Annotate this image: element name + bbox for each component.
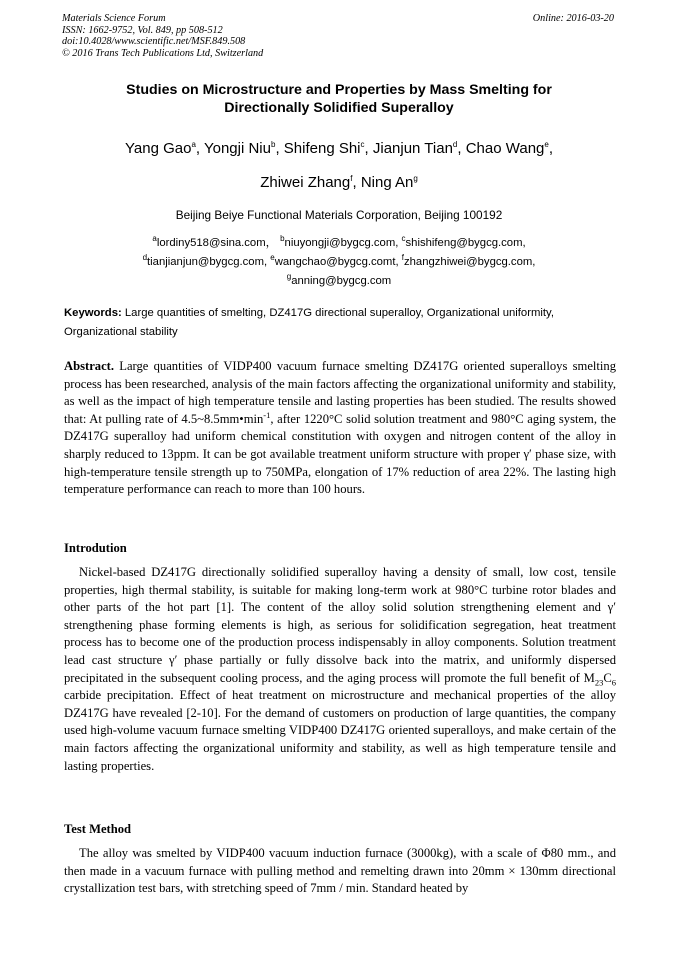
author: Zhiwei Zhang$^f$, — [260, 174, 361, 191]
author: Yongji Niu$^b$, — [203, 140, 284, 157]
section-heading-introduction: Introdution — [64, 541, 127, 555]
email[interactable]: $^a$lordiny518@sina.com — [152, 234, 266, 249]
author: Ning An$^g$ — [360, 174, 418, 191]
email[interactable]: $^f$zhangzhiwei@bygcg.com — [401, 253, 533, 268]
author-emails — [30, 234, 648, 291]
title-line-1: Studies on Microstructure and Properties by Mass Smelting for — [126, 82, 552, 98]
author: Chao Wang$^e$, — [465, 140, 553, 157]
abstract: Abstract. Large quantities of VIDP400 vacuum furnace smelting DZ417G oriented superalloys smelting process has been researched, analysis of the main factors affecting the organizational uniformity and stability, as well as the impact of high temperature tensile and lasting properties has been studied. The results showed that: At pulling rate of $4.5\sim 8.5mm•\min^{-1}$, after 1220°C solid solution treatment and 980°C aging system, the DZ417G superalloy had uniform chemical constitution with oxygen and nitrogen content of the alloy in sharply reduced to 13ppm. It can be got available treatment uniform structure with proper γ′ phase size, with high-temperature tensile strength up to 750MPa, elongation of 17% reduction of area 22%. The lasting high temperature performance can reach to more than 100 hours. — [64, 359, 616, 497]
title-line-2: Directionally Solidified Superalloy — [224, 100, 454, 116]
test-method-paragraph: The alloy was smelted by VIDP400 vacuum induction furnace (3000kg), with a scale of Φ80 mm., and then made in a vacuum furnace with pulling method and remelting drawn into 20mm × 130mm directional crystallization test bars, with stretching speed of 7mm / min. Standard heated by — [64, 846, 616, 896]
journal-name: Materials Science Forum — [62, 13, 166, 24]
author: Yang Gao$^a$, — [125, 140, 204, 157]
email-line-2: $^d$tianjianjun@bygcg.com, $^e$wangchao@bygcg.comt, $^f$zhangzhiwei@bygcg.com, — [142, 253, 536, 268]
email[interactable]: $^e$wangchao@bygcg.comt — [270, 253, 396, 268]
author: Jianjun Tian$^d$, — [372, 140, 466, 157]
authors-line-2 — [30, 174, 648, 191]
journal-header — [62, 13, 263, 59]
abstract-label: Abstract. — [64, 359, 115, 373]
affiliation: Beijing Beiye Functional Materials Corporation, Beijing 100192 — [175, 208, 503, 222]
author: Shifeng Shi$^c$, — [283, 140, 373, 157]
journal-doi[interactable]: doi:10.4028/www.scientific.net/MSF.849.508 — [62, 36, 246, 48]
journal-issn: ISSN: 1662-9752, Vol. 849, pp 508-512 — [62, 24, 223, 36]
keywords — [64, 304, 616, 342]
keywords-label: Keywords: — [64, 307, 122, 319]
email-line-1: $^a$lordiny518@sina.com， $^b$niuyongji@bygcg.com, $^c$shishifeng@bygcg.com, — [152, 234, 526, 249]
paper-title — [40, 81, 638, 117]
email[interactable]: $^c$shishifeng@bygcg.com — [401, 234, 523, 249]
section-heading-test-method: Test Method — [64, 822, 132, 836]
email[interactable]: $^b$niuyongji@bygcg.com — [280, 234, 396, 249]
email-line-3 — [30, 272, 648, 291]
journal-copyright: © 2016 Trans Tech Publications Ltd, Switzerland — [62, 47, 264, 59]
introduction-paragraph: Nickel-based DZ417G directionally solidified superalloy having a density of small, low cost, tensile properties, high thermal stability, is suitable for making long-term work at 980°C turbine rotor blades and other parts of the hot part [1]. The content of the alloy solid solution strengthening element and γ′ strengthening phase forming elements is high, as serious for solidification segregation, heat treatment process has to become one of the production process indispensably in alloy components. Solution treatment lead cast structure γ′ phase partially or fully dissolve back into the matrix, and uniformly dispersed precipitated in the subsequent cooling process, and the aging process will promote the full benefit of $M_{23}C_6$ carbide precipitation. Effect of heat treatment on microstructure and mechanical properties of the alloy DZ417G have revealed [2-10]. For the demand of customers on production of large quantities, the company used high-volume vacuum furnace smelting VIDP400 DZ417G oriented superalloys, and make certain of the main factors affecting the organizational uniformity and stability, as well as high temperature tensile and lasting properties. — [64, 565, 616, 773]
authors-line-1 — [30, 140, 648, 157]
email[interactable]: $^d$tianjianjun@bygcg.com — [142, 253, 264, 268]
email[interactable]: $^g$anning@bygcg.com — [286, 272, 392, 287]
keywords-text: Large quantities of smelting, DZ417G directional superalloy, Organizational uniformity, Organizational stability — [64, 307, 554, 338]
online-date: Online: 2016-03-20 — [532, 13, 614, 24]
